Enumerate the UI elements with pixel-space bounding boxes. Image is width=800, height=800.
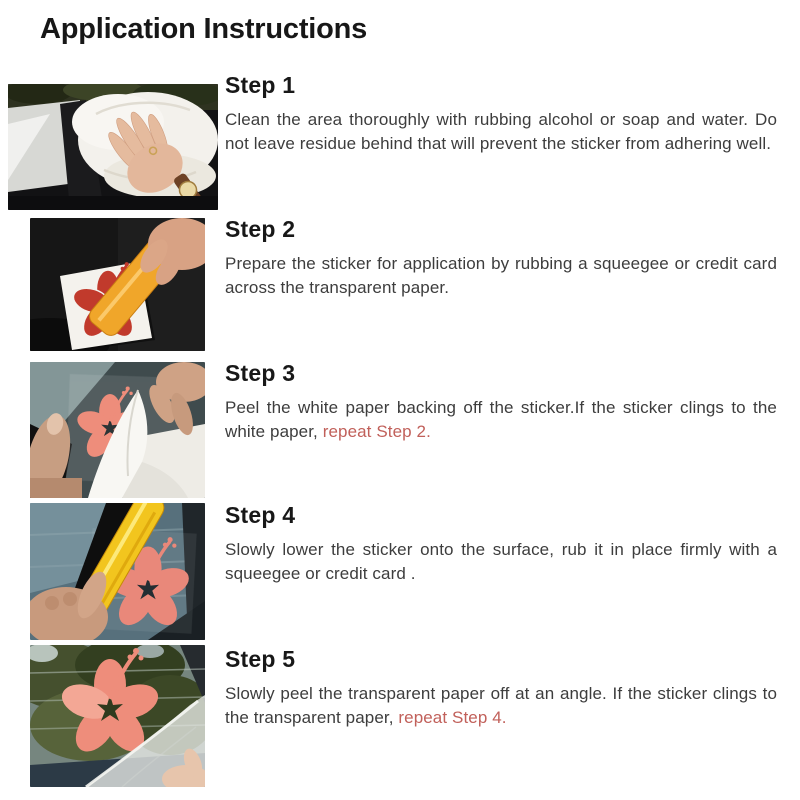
step-4-title: Step 4 — [225, 502, 296, 528]
step-1-photo — [8, 84, 218, 210]
step-4-body — [225, 538, 777, 586]
step-4-photo — [30, 503, 205, 640]
step-3-link-text: repeat Step 2. — [322, 422, 431, 441]
step-2-section — [225, 216, 777, 300]
step-2-text: Prepare the sticker for application by rubbing a squeegee or credit card across the transparent paper. — [225, 254, 777, 297]
step-2-body — [225, 252, 777, 300]
step-1-title: Step 1 — [225, 72, 296, 98]
step-4-section — [225, 502, 777, 586]
step-4-text: Slowly lower the sticker onto the surface, rub it in place firmly with a squeegee or credit card . — [225, 540, 777, 583]
step-1-body — [225, 108, 777, 156]
step-5-section — [225, 646, 777, 730]
step-1-section — [225, 72, 777, 156]
step-2-title: Step 2 — [225, 216, 296, 242]
step-3-text: Peel the white paper backing off the sticker.If the sticker clings to the white paper, — [225, 398, 777, 441]
step-3-title: Step 3 — [225, 360, 296, 386]
step-3-section — [225, 360, 777, 444]
step-5-text: Slowly peel the transparent paper off at an angle. If the sticker clings to the transparent paper, — [225, 684, 777, 727]
step-2-photo — [30, 218, 205, 351]
step-3-photo — [30, 362, 205, 498]
step-5-link-text: repeat Step 4. — [398, 708, 507, 727]
step-5-body — [225, 682, 777, 730]
step-5-photo — [30, 645, 205, 787]
step-5-title: Step 5 — [225, 646, 296, 672]
step-3-body — [225, 396, 777, 444]
step-1-text: Clean the area thoroughly with rubbing alcohol or soap and water. Do not leave residue behind that will prevent the sticker from adhering well. — [225, 110, 777, 153]
page-title: Application Instructions — [40, 13, 368, 45]
